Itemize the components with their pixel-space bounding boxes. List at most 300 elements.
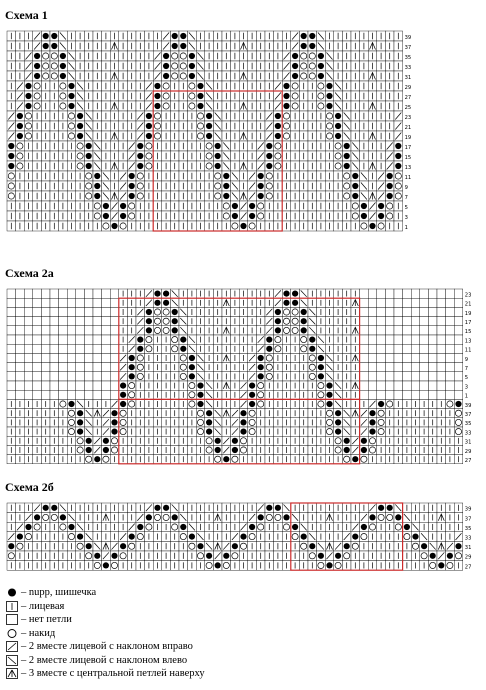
bobble-icon xyxy=(180,337,186,343)
chart-cell xyxy=(411,344,420,353)
bobble-icon xyxy=(275,318,281,324)
bobble-icon xyxy=(6,587,18,598)
chart-cell xyxy=(76,344,85,353)
chart-cell xyxy=(368,335,377,344)
chart-cell xyxy=(385,289,394,298)
chart-cell xyxy=(377,363,386,372)
bobble-icon xyxy=(94,456,100,462)
chart-cell xyxy=(437,317,446,326)
row-number: 19 xyxy=(464,310,472,317)
row-number: 5 xyxy=(404,205,408,211)
bobble-icon xyxy=(60,73,66,79)
bobble-icon xyxy=(240,534,246,540)
chart-cell xyxy=(24,390,33,399)
chart-cell xyxy=(360,344,369,353)
bobble-icon xyxy=(344,438,350,444)
legend-label: – накид xyxy=(21,627,56,639)
chart-cell xyxy=(394,307,403,316)
chart-cell xyxy=(454,353,463,362)
bobble-icon xyxy=(326,383,332,389)
bobble-icon xyxy=(137,337,143,343)
bobble-icon xyxy=(163,73,169,79)
bobble-icon xyxy=(129,183,135,189)
bobble-icon xyxy=(283,83,289,89)
bobble-icon xyxy=(292,524,298,530)
chart-cell xyxy=(84,317,93,326)
chart-cell xyxy=(360,307,369,316)
chart-cell xyxy=(50,363,59,372)
chart-cell xyxy=(7,344,16,353)
chart-cell xyxy=(84,298,93,307)
chart-cell xyxy=(24,353,33,362)
chart-cell xyxy=(385,307,394,316)
chart-cell xyxy=(377,307,386,316)
legend-label: – 3 вместе с центральной петлей наверху xyxy=(21,668,205,680)
row-number: 5 xyxy=(464,375,469,382)
chart-cell xyxy=(16,390,25,399)
chart-cell xyxy=(454,363,463,372)
chart-cell xyxy=(33,326,42,335)
chart-cell xyxy=(7,326,16,335)
row-number: 13 xyxy=(464,338,472,345)
legend-label: – 2 вместе лицевой с наклоном вправо xyxy=(21,641,193,653)
row-number: 9 xyxy=(404,185,408,191)
row-number: 15 xyxy=(404,155,412,161)
chart-cell xyxy=(41,381,50,390)
row-number: 29 xyxy=(404,85,412,91)
chart-cell xyxy=(50,307,59,316)
bobble-icon xyxy=(146,318,152,324)
chart-cell xyxy=(437,353,446,362)
bobble-icon xyxy=(34,73,40,79)
bobble-icon xyxy=(258,514,264,520)
bobble-icon xyxy=(172,514,178,520)
bobble-icon xyxy=(137,143,143,149)
chart-cell xyxy=(420,344,429,353)
chart-cell xyxy=(84,344,93,353)
row-number: 29 xyxy=(464,554,472,561)
chart-cell xyxy=(41,326,50,335)
bobble-icon xyxy=(86,163,92,169)
chart-cell xyxy=(437,381,446,390)
bobble-icon xyxy=(335,123,341,129)
chart-cell xyxy=(16,307,25,316)
chart-cell xyxy=(403,353,412,362)
chart-cell xyxy=(93,298,102,307)
row-number: 39 xyxy=(404,35,412,41)
bobble-icon xyxy=(120,383,126,389)
chart-cell xyxy=(446,307,455,316)
chart-cell xyxy=(385,363,394,372)
no-stitch-icon xyxy=(6,614,18,625)
chart-cell xyxy=(16,363,25,372)
row-number: 27 xyxy=(404,95,412,101)
bobble-icon xyxy=(94,553,100,559)
row-number: 39 xyxy=(464,506,472,513)
bobble-icon xyxy=(77,410,83,416)
legend-item xyxy=(6,667,205,681)
bobble-icon xyxy=(326,401,332,407)
chart-cell xyxy=(385,326,394,335)
bobble-icon xyxy=(326,83,332,89)
chart-cell xyxy=(454,372,463,381)
row-number: 31 xyxy=(404,75,412,81)
chart-cell xyxy=(93,344,102,353)
bobble-icon xyxy=(301,43,307,49)
bobble-icon xyxy=(335,410,341,416)
chart-cell xyxy=(454,298,463,307)
bobble-icon xyxy=(335,429,341,435)
chart-cell xyxy=(368,381,377,390)
bobble-icon xyxy=(344,543,350,549)
chart-cell xyxy=(360,363,369,372)
chart-cell xyxy=(428,326,437,335)
chart-cell xyxy=(110,372,119,381)
bobble-icon xyxy=(206,113,212,119)
bobble-icon xyxy=(301,327,307,333)
chart-cell xyxy=(437,363,446,372)
bobble-icon xyxy=(318,364,324,370)
chart-cell xyxy=(360,298,369,307)
bobble-icon xyxy=(197,383,203,389)
legend xyxy=(6,586,205,681)
bobble-icon xyxy=(94,193,100,199)
bobble-icon xyxy=(318,73,324,79)
bobble-icon xyxy=(378,505,384,511)
bobble-icon xyxy=(378,213,384,219)
bobble-icon xyxy=(86,438,92,444)
bobble-icon xyxy=(318,373,324,379)
bobble-icon xyxy=(77,534,83,540)
chart-cell xyxy=(50,344,59,353)
bobble-icon xyxy=(60,514,66,520)
bobble-icon xyxy=(223,183,229,189)
row-number: 37 xyxy=(464,516,472,523)
chart-cell xyxy=(428,390,437,399)
chart-cell xyxy=(428,363,437,372)
chart-cell xyxy=(446,335,455,344)
chart-cell xyxy=(377,326,386,335)
bobble-icon xyxy=(387,505,393,511)
row-number: 1 xyxy=(404,225,408,231)
bobble-icon xyxy=(8,143,14,149)
chart-cell xyxy=(446,298,455,307)
bobble-icon xyxy=(301,309,307,315)
bobble-icon xyxy=(361,213,367,219)
chart-cell xyxy=(50,335,59,344)
chart-cell xyxy=(76,335,85,344)
bobble-icon xyxy=(111,553,117,559)
bobble-icon xyxy=(309,43,315,49)
bobble-icon xyxy=(266,163,272,169)
chart-cell xyxy=(420,335,429,344)
chart-cell xyxy=(84,390,93,399)
chart-cell xyxy=(33,363,42,372)
bobble-icon xyxy=(129,373,135,379)
chart-cell xyxy=(41,335,50,344)
bobble-icon xyxy=(240,223,246,229)
chart-cell xyxy=(67,335,76,344)
chart-cell xyxy=(50,353,59,362)
chart-cell xyxy=(110,326,119,335)
bobble-icon xyxy=(68,401,74,407)
bobble-icon xyxy=(215,163,221,169)
chart-cell xyxy=(368,298,377,307)
chart-cell xyxy=(110,335,119,344)
bobble-icon xyxy=(240,410,246,416)
chart-cell xyxy=(368,390,377,399)
row-number: 29 xyxy=(464,448,472,455)
bobble-icon xyxy=(68,93,74,99)
chart-cell xyxy=(454,335,463,344)
chart-cell xyxy=(67,307,76,316)
chart-cell xyxy=(446,326,455,335)
bobble-icon xyxy=(455,543,461,549)
chart-cell xyxy=(93,353,102,362)
bobble-icon xyxy=(438,562,444,568)
row-number: 33 xyxy=(464,535,472,542)
chart-cell xyxy=(428,344,437,353)
chart-cell xyxy=(41,289,50,298)
chart-cell xyxy=(59,372,68,381)
chart-cell xyxy=(59,335,68,344)
chart-cell xyxy=(403,298,412,307)
chart-cell xyxy=(59,298,68,307)
chart-cell xyxy=(24,317,33,326)
chart-cell xyxy=(360,390,369,399)
bobble-icon xyxy=(111,419,117,425)
bobble-icon xyxy=(240,419,246,425)
bobble-icon xyxy=(51,43,57,49)
bobble-icon xyxy=(94,173,100,179)
chart-cell xyxy=(437,390,446,399)
chart-cell xyxy=(67,289,76,298)
chart-cell xyxy=(420,298,429,307)
bobble-icon xyxy=(129,355,135,361)
bobble-icon xyxy=(352,173,358,179)
bobble-icon xyxy=(249,392,255,398)
chart-cell xyxy=(420,289,429,298)
bobble-icon xyxy=(309,337,315,343)
bobble-icon xyxy=(249,383,255,389)
chart-cell xyxy=(33,344,42,353)
chart-cell xyxy=(385,372,394,381)
chart-cell xyxy=(454,381,463,390)
chart-cell xyxy=(76,317,85,326)
bobble-icon xyxy=(344,153,350,159)
chart-cell xyxy=(110,381,119,390)
row-number: 11 xyxy=(464,347,472,354)
chart-cell xyxy=(16,317,25,326)
chart-cell xyxy=(368,363,377,372)
chart-cell xyxy=(59,326,68,335)
bobble-icon xyxy=(412,534,418,540)
chart-cell xyxy=(368,344,377,353)
bobble-icon xyxy=(180,43,186,49)
chart-cell xyxy=(368,353,377,362)
chart-cell xyxy=(16,381,25,390)
chart-cell xyxy=(67,353,76,362)
chart-cell xyxy=(403,344,412,353)
chart-cell xyxy=(76,298,85,307)
bobble-icon xyxy=(335,419,341,425)
bobble-icon xyxy=(301,33,307,39)
chart-cell xyxy=(76,363,85,372)
bobble-icon xyxy=(309,346,315,352)
chart-cell xyxy=(7,307,16,316)
bobble-icon xyxy=(361,524,367,530)
legend-item xyxy=(6,640,205,654)
chart-cell xyxy=(403,363,412,372)
chart-cell xyxy=(41,353,50,362)
row-number: 15 xyxy=(464,329,472,336)
bobble-icon xyxy=(206,123,212,129)
chart-cell xyxy=(446,381,455,390)
bobble-icon xyxy=(206,553,212,559)
chart-cell xyxy=(437,289,446,298)
bobble-icon xyxy=(326,392,332,398)
row-number: 7 xyxy=(464,365,469,372)
chart-cell xyxy=(33,381,42,390)
chart-cell xyxy=(377,289,386,298)
bobble-icon xyxy=(352,193,358,199)
bobble-icon xyxy=(335,553,341,559)
chart-cell xyxy=(59,390,68,399)
bobble-icon xyxy=(395,163,401,169)
bobble-icon xyxy=(197,543,203,549)
bobble-icon xyxy=(34,514,40,520)
chart-cell xyxy=(377,353,386,362)
chart-cell xyxy=(41,372,50,381)
bobble-icon xyxy=(189,534,195,540)
bobble-icon xyxy=(103,447,109,453)
chart-cell xyxy=(360,335,369,344)
bobble-icon xyxy=(266,143,272,149)
chart-cell xyxy=(7,363,16,372)
chart-cell xyxy=(394,289,403,298)
bobble-icon xyxy=(223,173,229,179)
chart-cell xyxy=(360,326,369,335)
bobble-icon xyxy=(249,213,255,219)
bobble-icon xyxy=(43,43,49,49)
bobble-icon xyxy=(283,103,289,109)
chart-cell xyxy=(16,298,25,307)
row-number: 35 xyxy=(464,525,472,532)
chart-cell xyxy=(76,289,85,298)
chart-cell xyxy=(102,326,111,335)
bobble-icon xyxy=(25,93,31,99)
row-number: 9 xyxy=(464,356,469,363)
bobble-icon xyxy=(189,355,195,361)
bobble-icon xyxy=(77,133,83,139)
k3tog-center-icon xyxy=(6,668,18,679)
bobble-icon xyxy=(34,63,40,69)
row-number: 17 xyxy=(404,145,412,151)
chart-cell xyxy=(24,326,33,335)
bobble-icon xyxy=(163,300,169,306)
chart-cell xyxy=(411,381,420,390)
bobble-icon xyxy=(111,410,117,416)
bobble-icon xyxy=(86,143,92,149)
row-number: 27 xyxy=(464,564,472,571)
bobble-icon xyxy=(378,203,384,209)
chart-cell xyxy=(16,372,25,381)
chart-cell xyxy=(93,381,102,390)
chart-cell xyxy=(7,353,16,362)
row-number: 11 xyxy=(404,175,412,181)
chart-cell xyxy=(33,307,42,316)
bobble-icon xyxy=(387,193,393,199)
bobble-icon xyxy=(68,103,74,109)
row-number: 35 xyxy=(464,421,472,428)
bobble-icon xyxy=(197,401,203,407)
bobble-icon xyxy=(197,83,203,89)
bobble-icon xyxy=(344,163,350,169)
chart-cell xyxy=(394,353,403,362)
chart-cell xyxy=(93,390,102,399)
chart-cell xyxy=(403,326,412,335)
bobble-icon xyxy=(43,33,49,39)
chart-cell xyxy=(93,307,102,316)
chart-cell xyxy=(24,335,33,344)
bobble-icon xyxy=(283,93,289,99)
bobble-icon xyxy=(154,300,160,306)
bobble-icon xyxy=(283,514,289,520)
row-number: 23 xyxy=(404,115,412,121)
bobble-icon xyxy=(223,193,229,199)
bobble-icon xyxy=(137,346,143,352)
chart-cell xyxy=(41,317,50,326)
bobble-icon xyxy=(352,456,358,462)
chart-cell xyxy=(394,335,403,344)
bobble-icon xyxy=(111,223,117,229)
chart-cell xyxy=(411,353,420,362)
chart-cell xyxy=(446,317,455,326)
chart-cell xyxy=(403,335,412,344)
row-number: 37 xyxy=(404,45,412,51)
bobble-icon xyxy=(232,213,238,219)
chart-cell xyxy=(67,381,76,390)
bobble-icon xyxy=(137,524,143,530)
bobble-icon xyxy=(146,327,152,333)
chart-cell xyxy=(403,390,412,399)
chart-cell xyxy=(420,390,429,399)
chart-cell xyxy=(428,298,437,307)
chart-cell xyxy=(437,335,446,344)
chart-cell xyxy=(67,298,76,307)
chart-cell xyxy=(411,363,420,372)
chart-cell xyxy=(454,390,463,399)
chart-cell xyxy=(50,317,59,326)
bobble-icon xyxy=(17,133,23,139)
chart-cell xyxy=(76,307,85,316)
bobble-icon xyxy=(206,410,212,416)
chart-cell xyxy=(93,317,102,326)
chart-cell xyxy=(76,381,85,390)
bobble-icon xyxy=(77,429,83,435)
chart-cell xyxy=(420,307,429,316)
bobble-icon xyxy=(309,33,315,39)
bobble-icon xyxy=(172,43,178,49)
chart-cell xyxy=(385,381,394,390)
bobble-icon xyxy=(326,93,332,99)
scheme-2b-title: Схема 2б xyxy=(5,480,54,494)
row-number: 25 xyxy=(404,105,412,111)
bobble-icon xyxy=(120,392,126,398)
chart-cell xyxy=(411,289,420,298)
bobble-icon xyxy=(275,505,281,511)
chart-cell xyxy=(428,353,437,362)
